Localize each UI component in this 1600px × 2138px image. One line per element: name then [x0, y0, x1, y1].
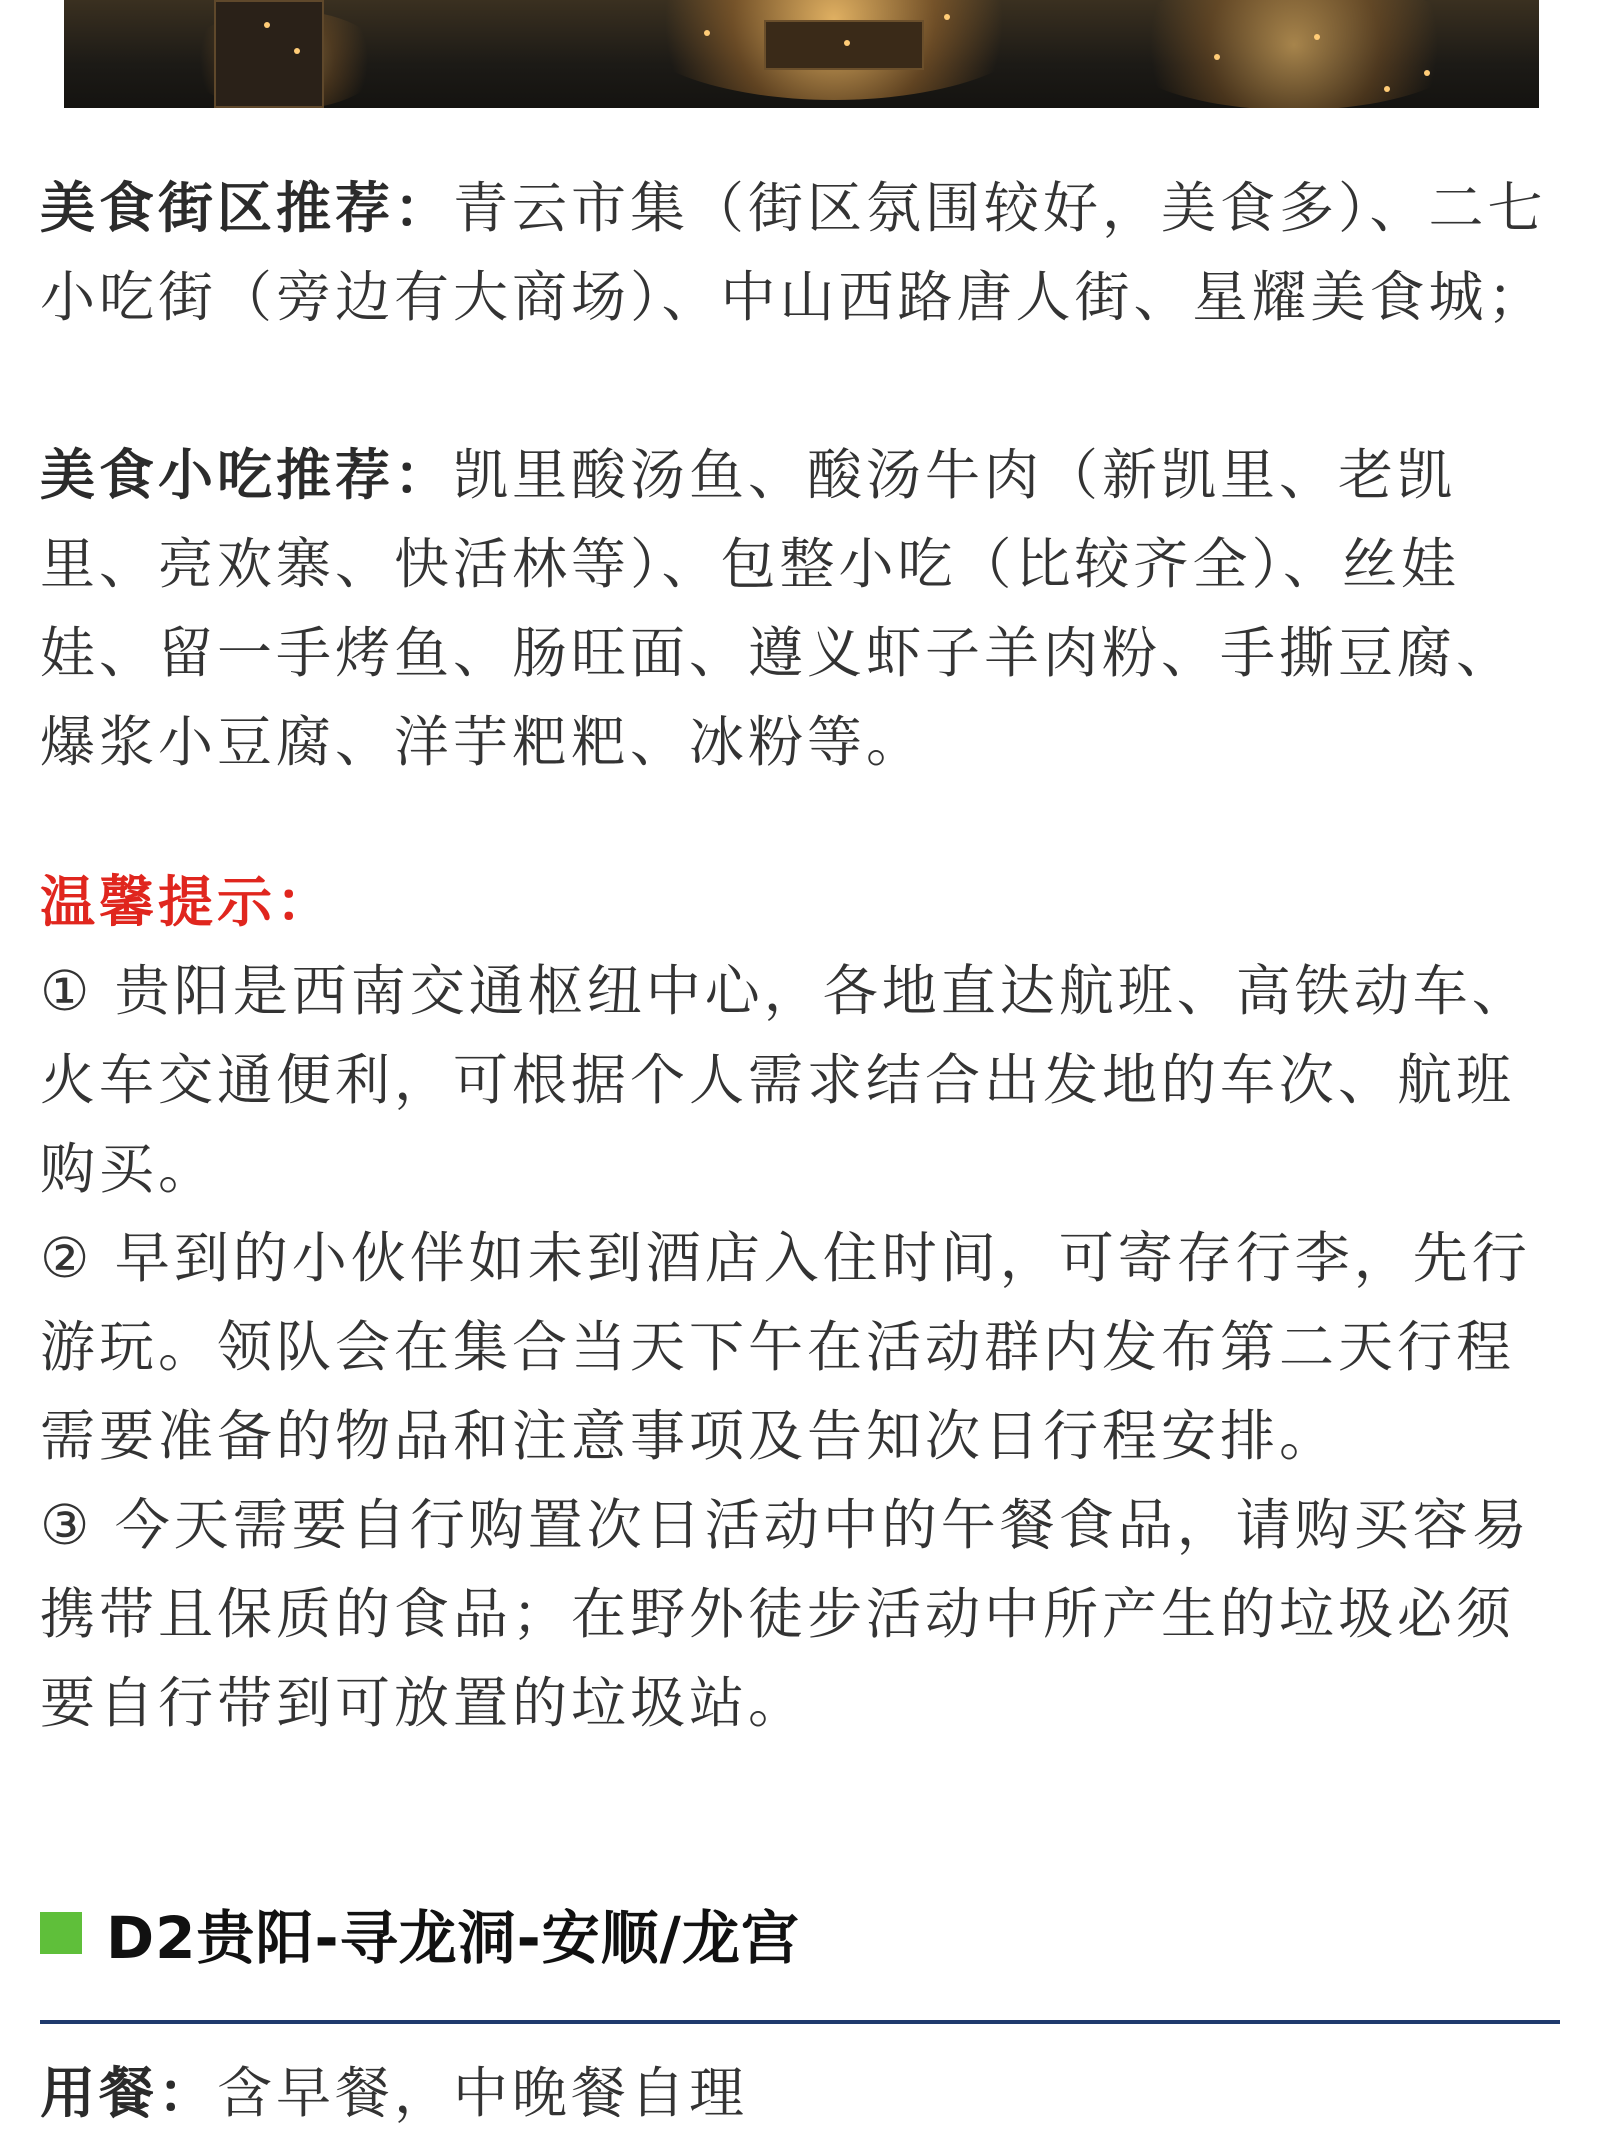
- food-snacks-label: 美食小吃推荐：: [40, 443, 454, 507]
- section-divider: [40, 2020, 1560, 2024]
- tips-heading: 温馨提示：: [40, 870, 336, 934]
- night-city-photo: [64, 0, 1539, 108]
- green-square-icon: [40, 1912, 82, 1954]
- tip-item-3: ③ 今天需要自行购置次日活动中的午餐食品，请购买容易携带且保质的食品；在野外徒步活动中所产生的垃圾必须要自行带到可放置的垃圾站。: [40, 1493, 1531, 1735]
- meals-text: 含早餐，中晚餐自理: [217, 2061, 749, 2125]
- day2-title: D2贵阳-寻龙洞-安顺/龙宫: [106, 1904, 800, 1972]
- day2-section-header: [40, 1895, 800, 1971]
- food-streets-label: 美食街区推荐：: [40, 176, 454, 240]
- meals-paragraph: [40, 2049, 1560, 2138]
- food-streets-paragraph: [40, 164, 1560, 342]
- meals-label: 用餐：: [40, 2061, 218, 2125]
- food-snacks-paragraph: [40, 431, 1560, 787]
- tip-item-1: ① 贵阳是西南交通枢纽中心，各地直达航班、高铁动车、火车交通便利，可根据个人需求结合出发地的车次、航班购买。: [40, 959, 1531, 1201]
- food-streets-text: 青云市集（街区氛围较好，美食多）、二七小吃街（旁边有大商场）、中山西路唐人街、星耀美食城；: [40, 176, 1547, 329]
- tip-item-2: ② 早到的小伙伴如未到酒店入住时间，可寄存行李，先行游玩。领队会在集合当天下午在活动群内发布第二天行程需要准备的物品和注意事项及告知次日行程安排。: [40, 1226, 1531, 1468]
- food-snacks-text: 凯里酸汤鱼、酸汤牛肉（新凯里、老凯里、亮欢寨、快活林等）、包整小吃（比较齐全）、丝娃娃、留一手烤鱼、肠旺面、遵义虾子羊肉粉、手撕豆腐、爆浆小豆腐、洋芋粑粑、冰粉等。: [40, 443, 1516, 774]
